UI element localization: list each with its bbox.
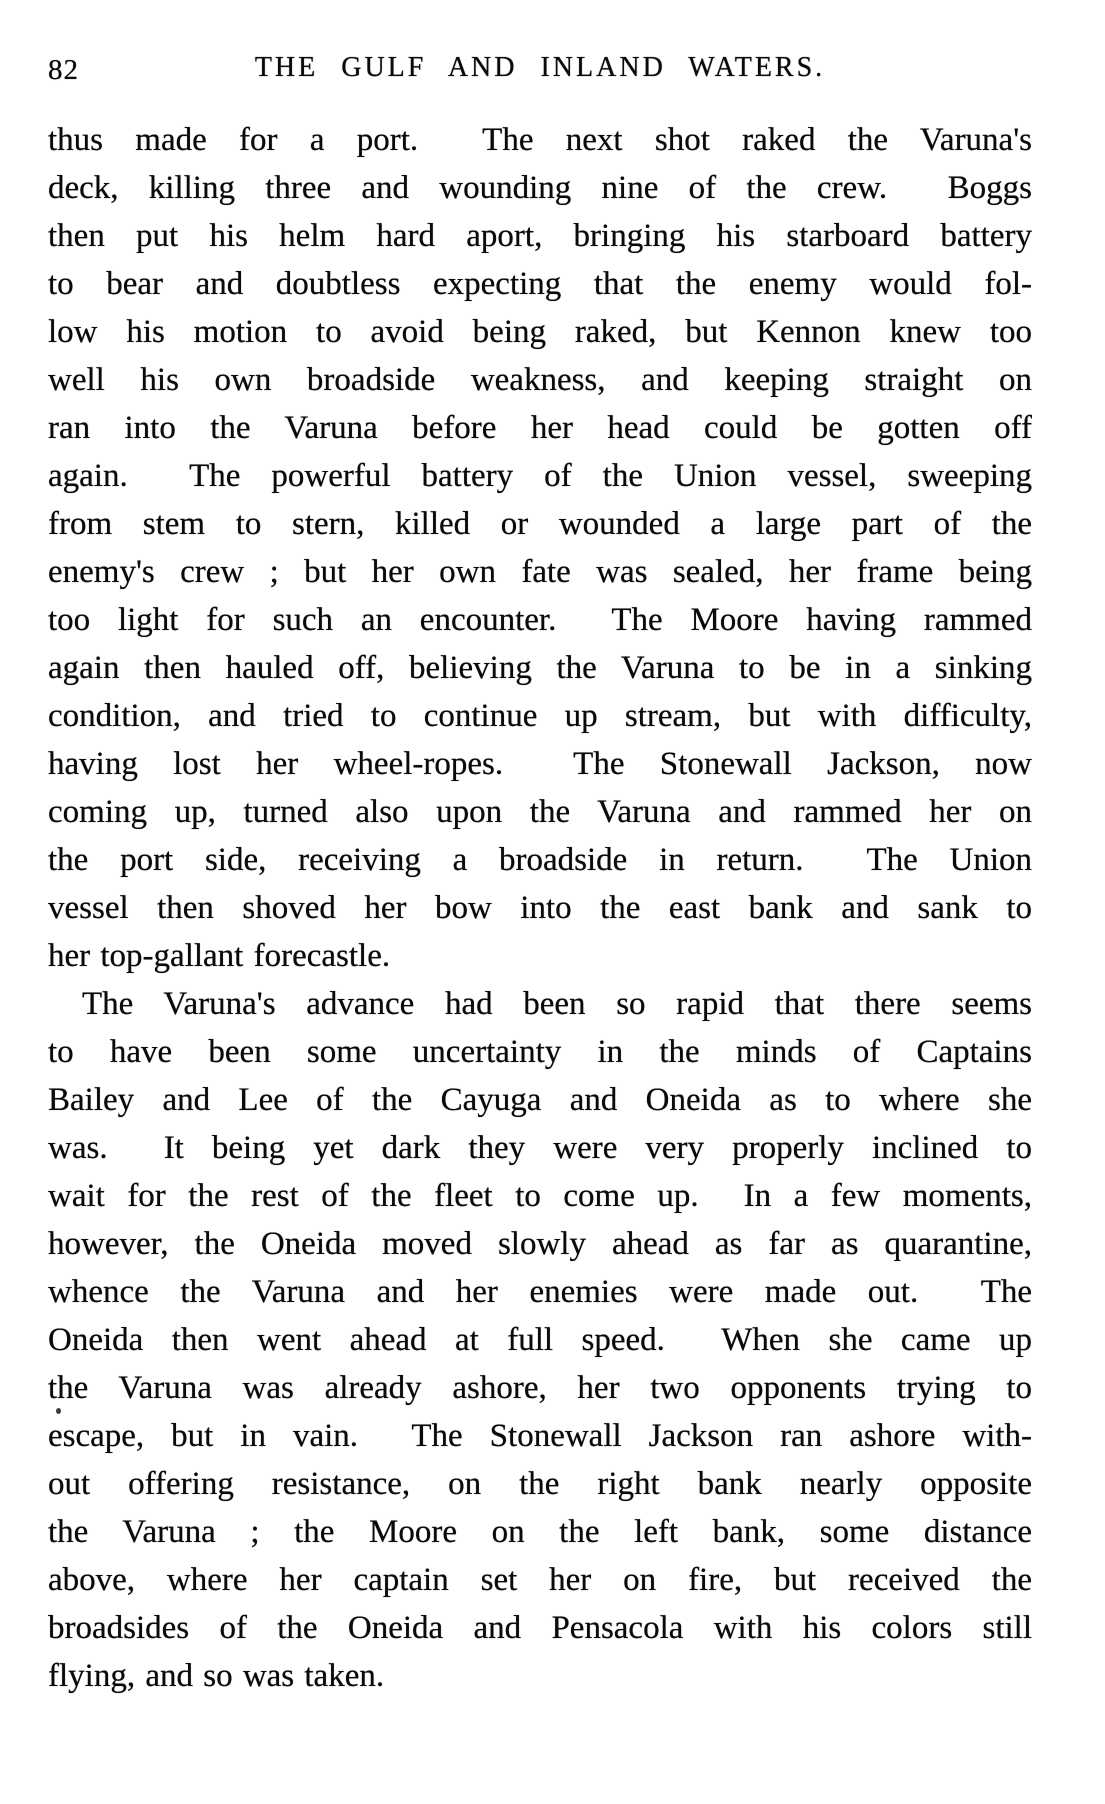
text-line: out offering resistance, on the right bank nearly opposite — [48, 1466, 1032, 1502]
text-line: ran into the Varuna before her head could be gotten off — [48, 410, 1032, 446]
text-line: deck, killing three and wounding nine of the crew. Boggs — [48, 170, 1032, 206]
text-line: the Varuna ; the Moore on the left bank, some distance — [48, 1514, 1032, 1550]
text-line: low his motion to avoid being raked, but Kennon knew too — [48, 314, 1032, 350]
running-title: THE GULF AND INLAND WATERS. — [254, 52, 826, 83]
text-line: having lost her wheel-ropes. The Stonewall Jackson, now — [48, 746, 1032, 782]
text-line: then put his helm hard aport, bringing his starboard battery — [48, 218, 1032, 254]
text-line: again then hauled off, believing the Varuna to be in a sinking — [48, 650, 1032, 686]
text-line: Oneida then went ahead at full speed. When she came up — [48, 1322, 1032, 1358]
text-line: the port side, receiving a broadside in return. The Union — [48, 842, 1032, 878]
text-line: broadsides of the Oneida and Pensacola with his colors still — [48, 1610, 1032, 1646]
paragraph — [48, 116, 1032, 980]
text-line: the Varuna was already ashore, her two opponents trying to — [48, 1370, 1032, 1406]
text-line: escape, but in vain. The Stonewall Jackson ran ashore with- — [48, 1418, 1032, 1454]
text-line: to bear and doubtless expecting that the enemy would fol- — [48, 266, 1032, 302]
page-header — [48, 52, 1032, 92]
text-line: too light for such an encounter. The Moore having rammed — [48, 602, 1032, 638]
text-line: was. It being yet dark they were very properly inclined to — [48, 1130, 1032, 1166]
scan-artifact-dot — [56, 1408, 61, 1414]
text-line: thus made for a port. The next shot raked the Varuna's — [48, 122, 1032, 158]
text-line: wait for the rest of the fleet to come up. In a few moments, — [48, 1178, 1032, 1214]
text-line: her top-gallant forecastle. — [48, 938, 391, 974]
text-line: above, where her captain set her on fire, but received the — [48, 1562, 1032, 1598]
text-line: Bailey and Lee of the Cayuga and Oneida as to where she — [48, 1082, 1032, 1118]
text-line: whence the Varuna and her enemies were made out. The — [48, 1274, 1032, 1310]
text-line: condition, and tried to continue up stream, but with difficulty, — [48, 698, 1032, 734]
page-number: 82 — [48, 54, 79, 86]
text-line: however, the Oneida moved slowly ahead as far as quarantine, — [48, 1226, 1032, 1262]
text-line: enemy's crew ; but her own fate was sealed, her frame being — [48, 554, 1032, 590]
text-line: vessel then shoved her bow into the east bank and sank to — [48, 890, 1032, 926]
text-block — [48, 116, 1032, 1700]
text-line: to have been some uncertainty in the minds of Captains — [48, 1034, 1032, 1070]
text-line: again. The powerful battery of the Union vessel, sweeping — [48, 458, 1032, 494]
text-line: The Varuna's advance had been so rapid that there seems — [82, 986, 1032, 1022]
text-line: coming up, turned also upon the Varuna and rammed her on — [48, 794, 1032, 830]
text-line: from stem to stern, killed or wounded a large part of the — [48, 506, 1032, 542]
text-line: flying, and so was taken. — [48, 1658, 385, 1694]
paragraph — [48, 980, 1032, 1700]
text-line: well his own broadside weakness, and keeping straight on — [48, 362, 1032, 398]
